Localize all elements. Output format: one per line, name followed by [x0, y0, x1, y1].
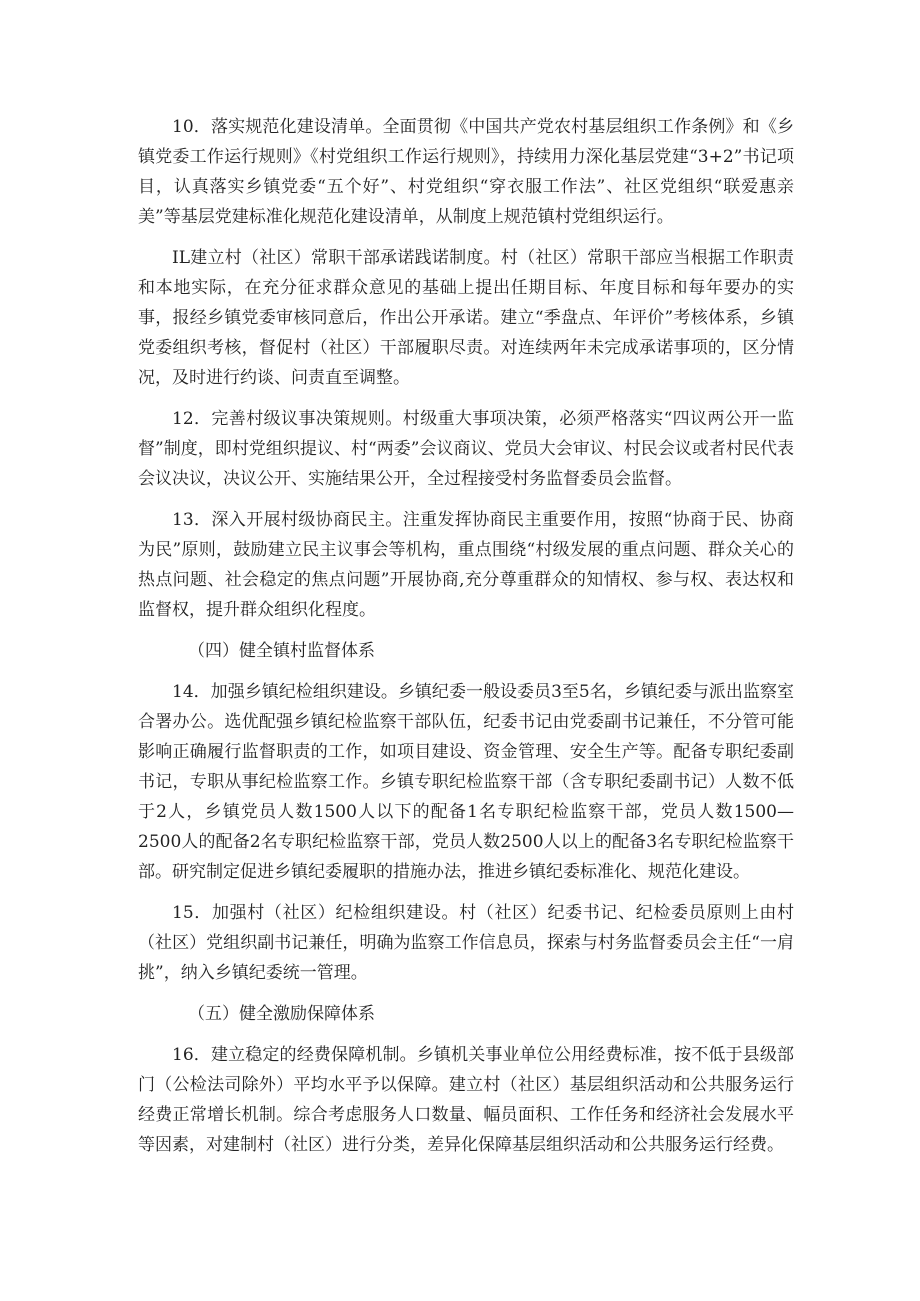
paragraph-11: IL建立村（社区）常职干部承诺践诺制度。村（社区）常职干部应当根据工作职责和本地实际，在充分征求群众意见的基础上提出任期目标、年度目标和每年要办的实事，报经乡镇党委审核同意后，作出公开承诺。建立“季盘点、年评价”考核体系，乡镇党委组织考核，督促村（社区）干部履职尽责。对连续两年未完成承诺事项的，区分情况，及时进行约谈、问责直至调整。: [138, 248, 794, 388]
paragraph-16: 16．建立稳定的经费保障机制。乡镇机关事业单位公用经费标准，按不低于县级部门（公检法司除外）平均水平予以保障。建立村（社区）基层组织活动和公共服务运行经费正常增长机制。综合考虑服务人口数量、幅员面积、工作任务和经济社会发展水平等因素，对建制村（社区）进行分类，差异化保障基层组织活动和公共服务运行经费。: [138, 1045, 794, 1155]
paragraph-15: 15．加强村（社区）纪检组织建设。村（社区）纪委书记、纪检委员原则上由村（社区）党组织副书记兼任，明确为监察工作信息员，探索与村务监督委员会主任“一肩挑”，纳入乡镇纪委统一管理。: [138, 903, 794, 983]
paragraph-14: 14．加强乡镇纪检组织建设。乡镇纪委一般设委员3至5名，乡镇纪委与派出监察室合署办公。选优配强乡镇纪检监察干部队伍，纪委书记由党委副书记兼任，不分管可能影响正确履行监督职责的工作，如项目建设、资金管理、安全生产等。配备专职纪委副书记，专职从事纪检监察工作。乡镇专职纪检监察干部（含专职纪委副书记）人数不低于2人，乡镇党员人数1500人以下的配备1名专职纪检监察干部，党员人数1500—2500人的配备2名专职纪检监察干部，党员人数2500人以上的配备3名专职纪检监察干部。研究制定促进乡镇纪委履职的措施办法，推进乡镇纪委标准化、规范化建设。: [138, 682, 794, 882]
document-body: [138, 112, 794, 1171]
paragraph-10: 10．落实规范化建设清单。全面贯彻《中国共产党农村基层组织工作条例》和《乡镇党委工作运行规则》《村党组织工作运行规则》，持续用力深化基层党建“3+2”书记项目，认真落实乡镇党委“五个好”、村党组织“穿衣服工作法”、社区党组织“联爱惠亲美”等基层党建标准化规范化建设清单，从制度上规范镇村党组织运行。: [138, 117, 794, 227]
paragraph-13: 13．深入开展村级协商民主。注重发挥协商民主重要作用，按照“协商于民、协商为民”原则，鼓励建立民主议事会等机构，重点围绕“村级发展的重点问题、群众关心的热点问题、社会稳定的焦点问题”开展协商,充分尊重群众的知情权、参与权、表达权和监督权，提升群众组织化程度。: [138, 510, 794, 620]
paragraph-12: 12．完善村级议事决策规则。村级重大事项决策，必须严格落实“四议两公开一监督”制度，即村党组织提议、村“两委”会议商议、党员大会审议、村民会议或者村民代表会议决议，决议公开、实施结果公开，全过程接受村务监督委员会监督。: [138, 409, 794, 489]
section-heading-4: （四）健全镇村监督体系: [188, 641, 375, 661]
section-heading-5: （五）健全激励保障体系: [188, 1004, 375, 1024]
